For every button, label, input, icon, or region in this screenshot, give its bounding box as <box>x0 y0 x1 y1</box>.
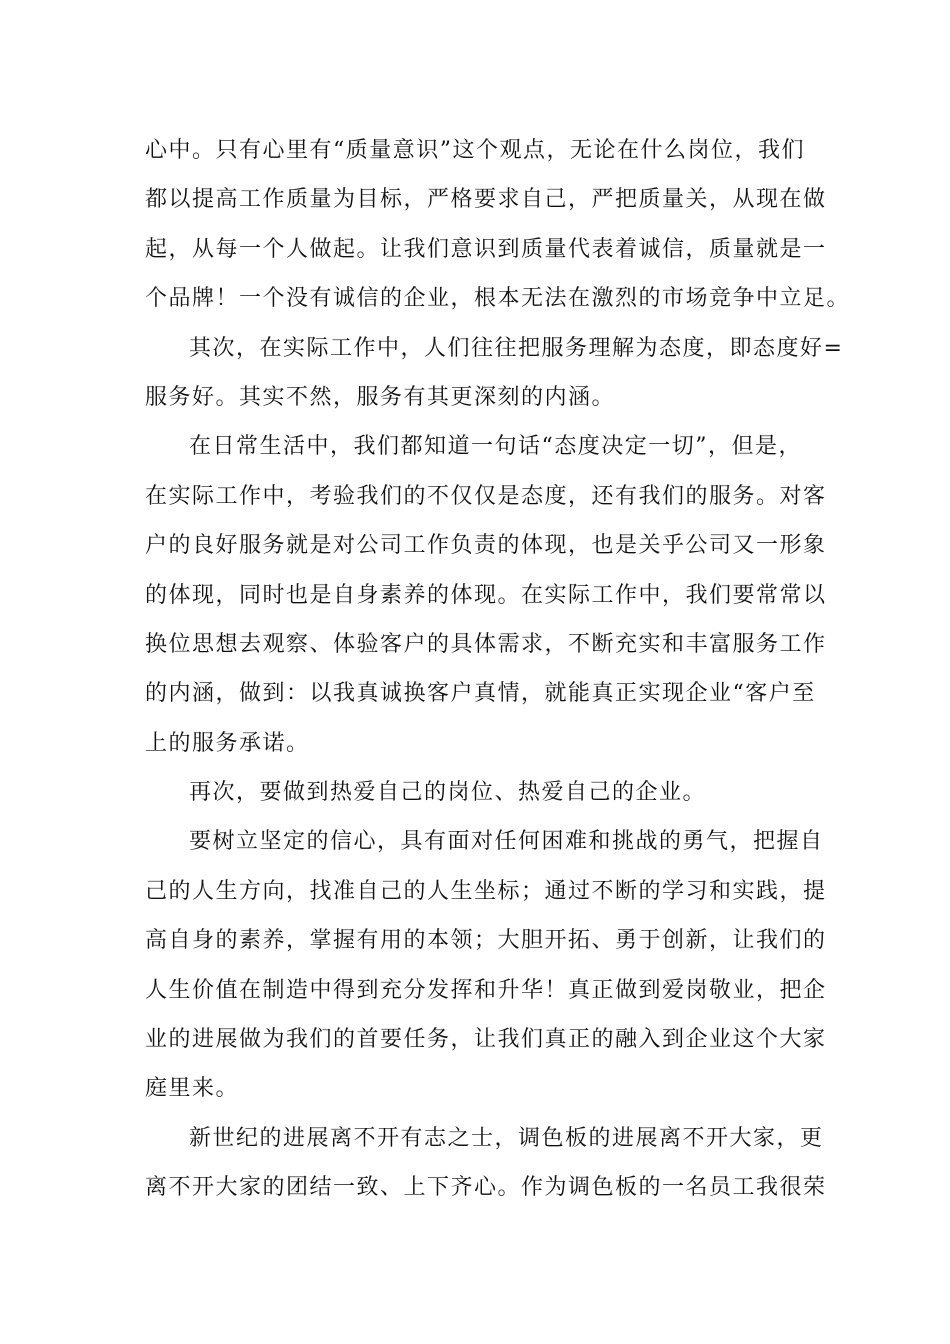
text-line: 离不开大家的团结一致、上下齐心。作为调色板的一名员工我很荣 <box>145 1175 827 1201</box>
paragraph-first-line: 新世纪的进展离不开有志之士，调色板的进展离不开大家，更 <box>189 1125 824 1151</box>
text-line: 的内涵，做到：以我真诚换客户真情，就能真正实现企业“客户至 <box>145 681 816 707</box>
text-line: 上的服务承诺。 <box>145 730 310 756</box>
paragraph-first-line: 要树立坚定的信心，具有面对任何困难和挑战的勇气，把握自 <box>189 829 824 855</box>
paragraph-first-line: 在日常生活中，我们都知道一句话“态度决定一切”，但是， <box>189 434 802 460</box>
text-line: 己的人生方向，找准自己的人生坐标；通过不断的学习和实践，提 <box>145 878 827 904</box>
document-body <box>145 126 851 1213</box>
text-line: 庭里来。 <box>145 1076 240 1102</box>
text-line: 服务好。其实不然，服务有其更深刻的内涵。 <box>145 384 616 410</box>
text-line: 的体现，同时也是自身素养的体现。在实际工作中，我们要常常以 <box>145 582 827 608</box>
text-line: 在实际工作中，考验我们的不仅仅是态度，还有我们的服务。对客 <box>145 483 827 509</box>
paragraph-first-line: 其次，在实际工作中，人们往往把服务理解为态度，即态度好= <box>189 335 844 361</box>
paragraph-first-line: 再次，要做到热爱自己的岗位、热爱自己的企业。 <box>189 780 707 806</box>
text-line: 都以提高工作质量为目标，严格要求自己，严把质量关，从现在做 <box>145 187 827 213</box>
text-line: 业的进展做为我们的首要任务，让我们真正的融入到企业这个大家 <box>145 1027 827 1053</box>
text-line: 起，从每一个人做起。让我们意识到质量代表着诚信，质量就是一 <box>145 236 827 262</box>
text-line: 人生价值在制造中得到充分发挥和升华！真正做到爱岗敬业，把企 <box>145 977 827 1003</box>
text-line: 高自身的素养，掌握有用的本领；大胆开拓、勇于创新，让我们的 <box>145 928 827 954</box>
text-line: 换位思想去观察、体验客户的具体需求，不断充实和丰富服务工作 <box>145 631 827 657</box>
text-line: 户的良好服务就是对公司工作负责的体现，也是关乎公司又一形象 <box>145 533 827 559</box>
text-line: 个品牌！一个没有诚信的企业，根本无法在激烈的市场竞争中立足。 <box>145 286 851 312</box>
text-line: 心中。只有心里有“质量意识”这个观点，无论在什么岗位，我们 <box>145 138 805 163</box>
